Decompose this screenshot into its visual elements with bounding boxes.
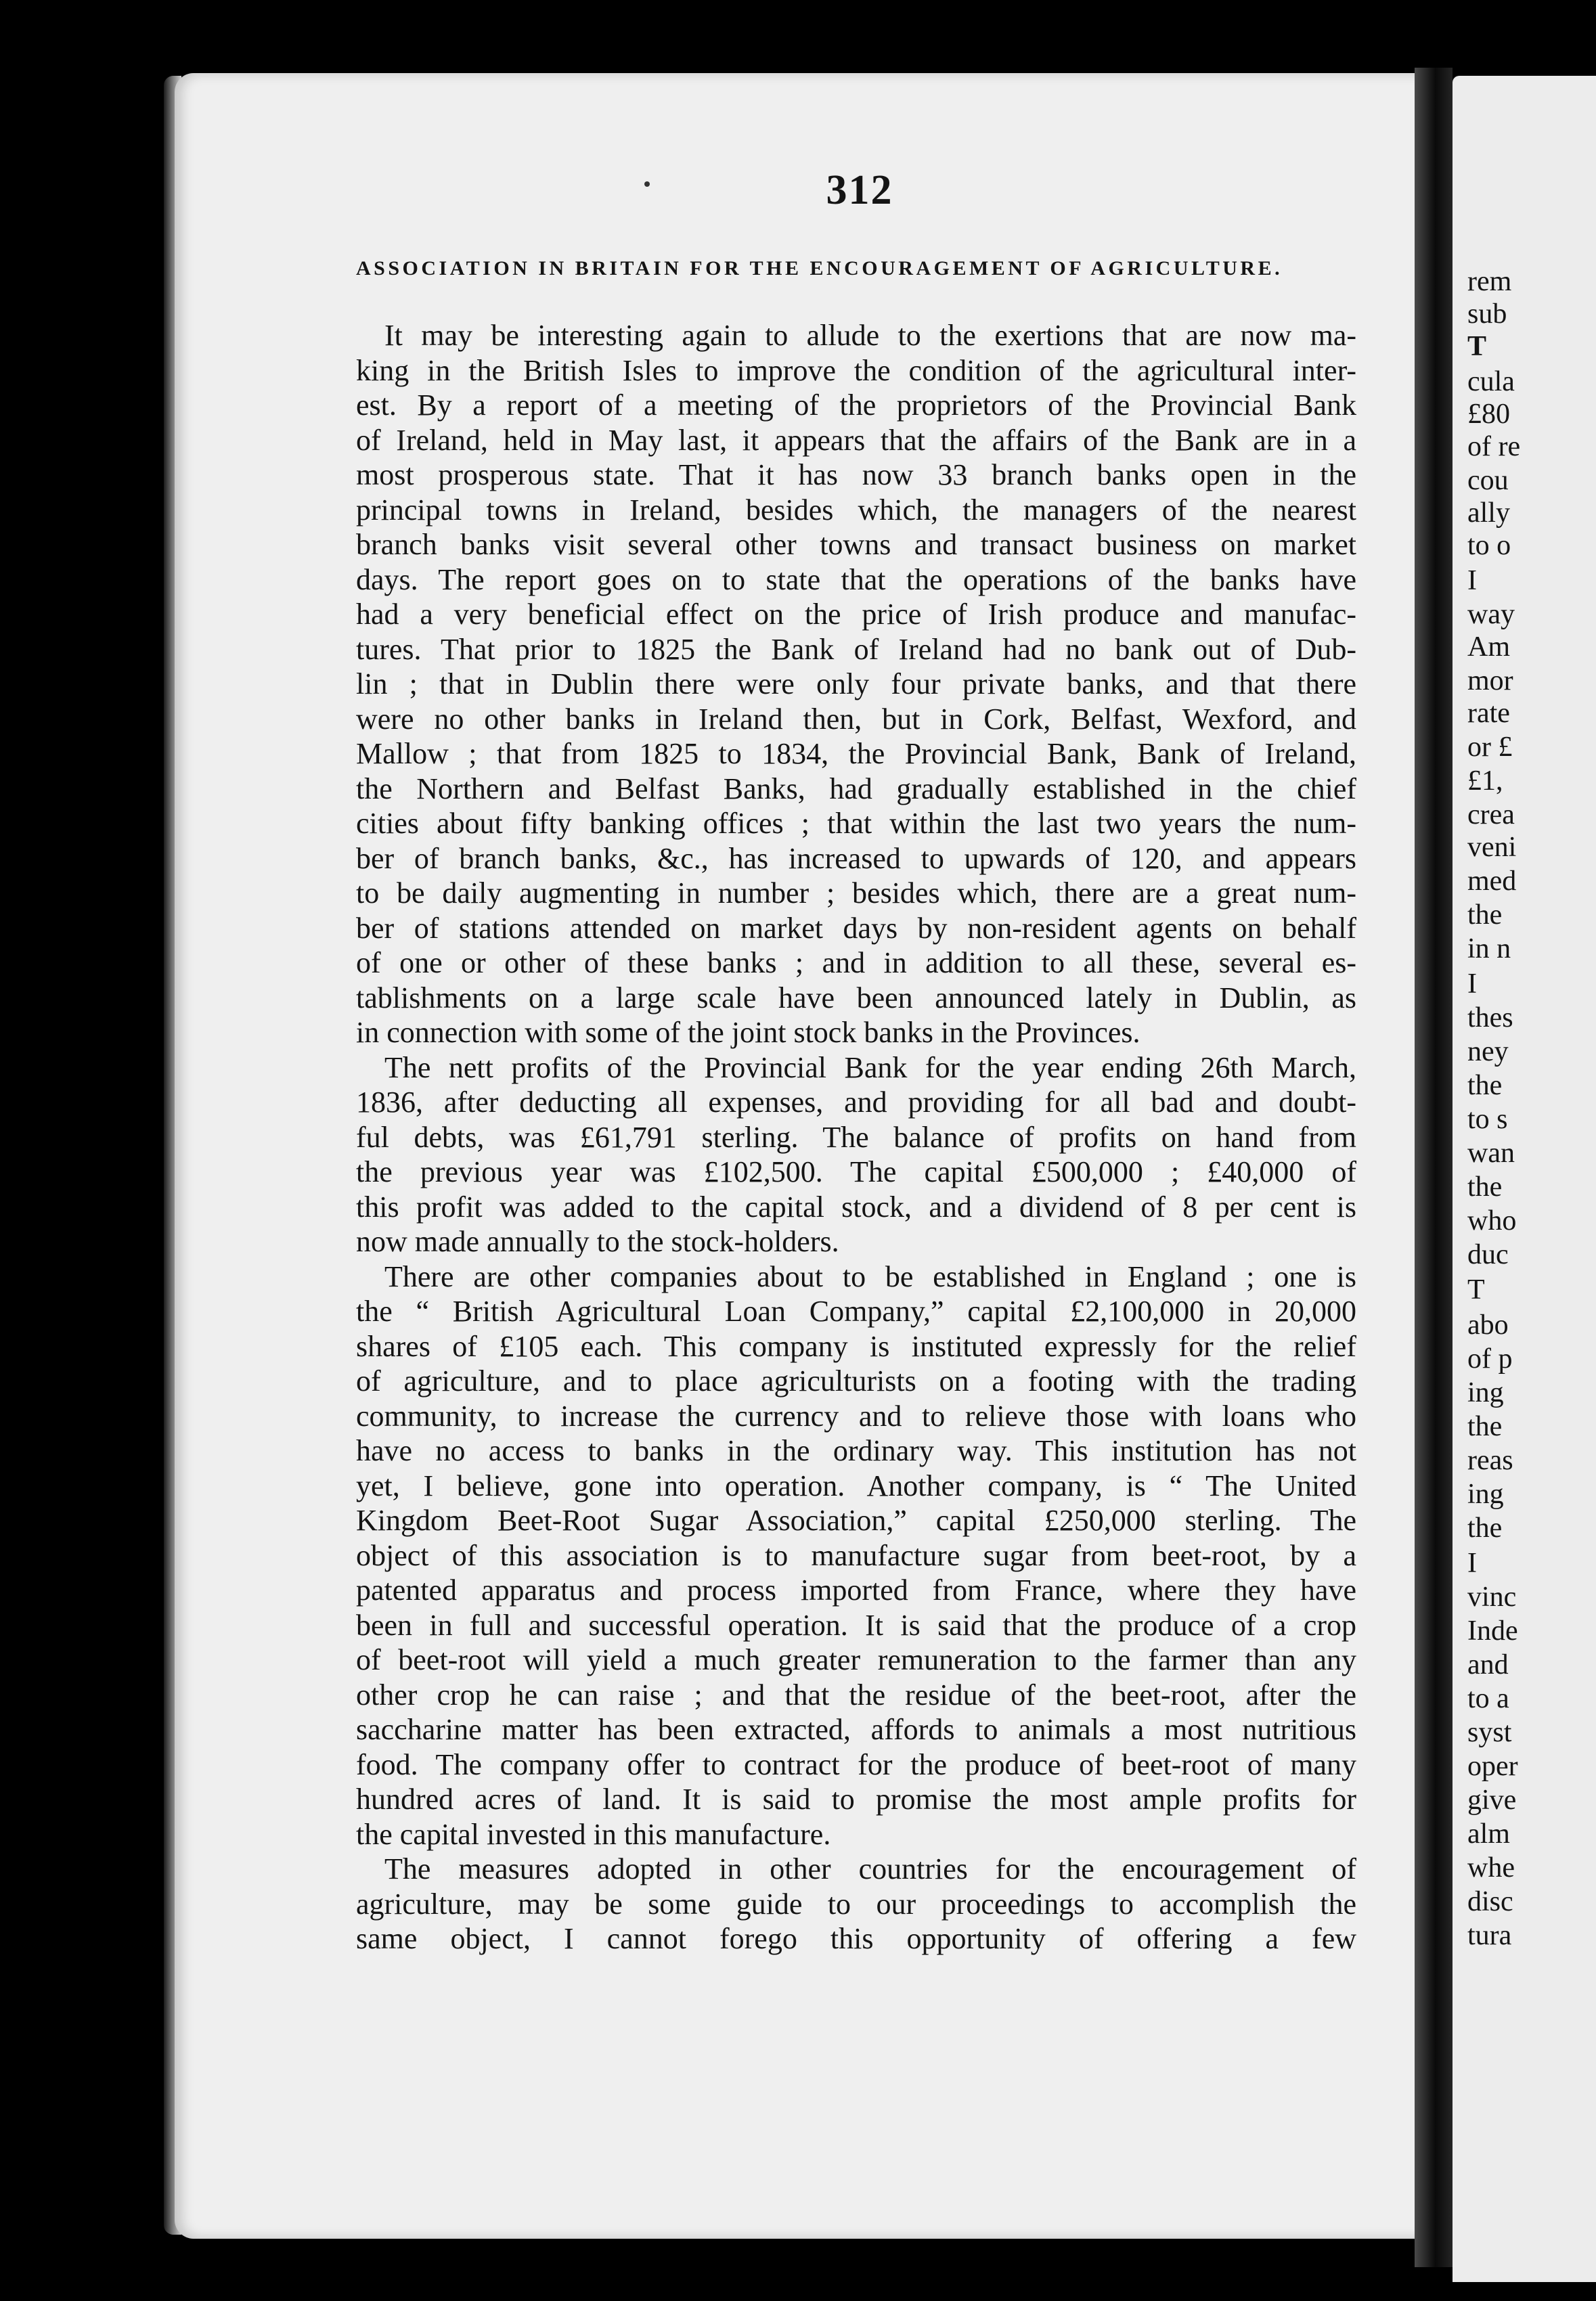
text-line: to be daily augmenting in number ; besides which, there are a great num- <box>356 876 1356 910</box>
next-page-line-fragment: mor <box>1467 665 1513 696</box>
text-line: ber of branch banks, &c., has increased to upwards of 120, and appears <box>356 841 1356 875</box>
next-page-line-fragment: cou <box>1467 465 1509 496</box>
text-line: of one or other of these banks ; and in addition to all these, several es- <box>356 946 1356 979</box>
next-page-line-fragment: or £ <box>1467 732 1513 763</box>
next-page-line-fragment: to s <box>1467 1104 1508 1135</box>
next-page-line-fragment: tura <box>1467 1920 1512 1951</box>
next-page-line-fragment: wan <box>1467 1138 1515 1169</box>
text-line: in connection with some of the joint stock banks in the Provinces. <box>356 1016 1140 1049</box>
text-line: of beet-root will yield a much greater remuneration to the farmer than any <box>356 1643 1356 1676</box>
text-line: now made annually to the stock-holders. <box>356 1225 839 1258</box>
text-line: the “ British Agricultural Loan Company,” capital £2,100,000 in 20,000 <box>356 1295 1356 1328</box>
text-line: patented apparatus and process imported from France, where they have <box>356 1573 1356 1607</box>
next-page-line-fragment: £80 <box>1467 399 1510 430</box>
next-page-line-fragment: ally <box>1467 497 1510 529</box>
next-page-line-fragment: the <box>1467 1070 1503 1101</box>
next-page-line-fragment: the <box>1467 1513 1503 1544</box>
next-page-line-fragment: T <box>1467 331 1487 362</box>
next-page-line-fragment: and <box>1467 1649 1509 1680</box>
text-line: yet, I believe, gone into operation. Another company, is “ The United <box>356 1469 1356 1502</box>
next-page-line-fragment: of p <box>1467 1343 1513 1375</box>
text-line: were no other banks in Ireland then, but in Cork, Belfast, Wexford, and <box>356 702 1356 736</box>
next-page-line-fragment: ing <box>1467 1377 1504 1408</box>
text-line: the Northern and Belfast Banks, had gradually established in the chief <box>356 772 1356 805</box>
text-line: other crop he can raise ; and that the residue of the beet-root, after the <box>356 1678 1356 1712</box>
text-line: have no access to banks in the ordinary way. This institution has not <box>356 1434 1356 1467</box>
ink-speck <box>644 181 650 187</box>
next-page-line-fragment: vinc <box>1467 1582 1517 1613</box>
section-heading: ASSOCIATION IN BRITAIN FOR THE ENCOURAGEMENT OF AGRICULTURE. <box>356 257 1283 280</box>
text-line: agriculture, may be some guide to our proceedings to accomplish the <box>356 1887 1356 1921</box>
next-page-line-fragment: Am <box>1467 631 1510 663</box>
text-line: Mallow ; that from 1825 to 1834, the Provincial Bank, Bank of Ireland, <box>356 737 1356 770</box>
text-line: hundred acres of land. It is said to promise the most ample profits for <box>356 1783 1356 1816</box>
text-line: branch banks visit several other towns and transact business on market <box>356 528 1356 561</box>
next-page-line-fragment: sub <box>1467 298 1507 330</box>
next-page-line-fragment: Inde <box>1467 1615 1518 1647</box>
text-line: same object, I cannot forego this opportunity of offering a few <box>356 1922 1356 1955</box>
text-line: tablishments on a large scale have been announced lately in Dublin, as <box>356 981 1356 1014</box>
next-page-line-fragment: alm <box>1467 1818 1510 1850</box>
book-gutter <box>1415 68 1453 2267</box>
text-line: 1836, after deducting all expenses, and providing for all bad and doubt- <box>356 1086 1356 1119</box>
text-line: of agriculture, and to place agriculturists on a footing with the trading <box>356 1364 1356 1398</box>
next-page-line-fragment: rem <box>1467 266 1512 297</box>
next-page-line-fragment: cula <box>1467 366 1515 397</box>
text-line: tures. That prior to 1825 the Bank of Ireland had no bank out of Dub- <box>356 632 1356 666</box>
text-line: food. The company offer to contract for the produce of beet-root of many <box>356 1747 1356 1781</box>
next-page-line-fragment: give <box>1467 1785 1517 1816</box>
text-line: There are other companies about to be established in England ; one is <box>384 1259 1356 1293</box>
text-line: est. By a report of a meeting of the proprietors of the Provincial Bank <box>356 388 1356 422</box>
next-page-line-fragment: way <box>1467 599 1515 630</box>
text-line: ful debts, was £61,791 sterling. The balance of profits on hand from <box>356 1120 1356 1154</box>
next-page-line-fragment: to o <box>1467 530 1511 561</box>
next-page-line-fragment: T <box>1467 1274 1485 1305</box>
next-page-line-fragment: the <box>1467 899 1503 931</box>
next-page-line-fragment: ing <box>1467 1479 1504 1510</box>
next-page-line-fragment: ney <box>1467 1036 1509 1067</box>
next-page-line-fragment: disc <box>1467 1886 1513 1917</box>
next-page-line-fragment: I <box>1467 1548 1477 1579</box>
text-line: community, to increase the currency and to relieve those with loans who <box>356 1399 1356 1433</box>
next-page-line-fragment: to a <box>1467 1683 1509 1714</box>
text-line: days. The report goes on to state that the operations of the banks have <box>356 562 1356 596</box>
text-line: the previous year was £102,500. The capital £500,000 ; £40,000 of <box>356 1155 1356 1188</box>
text-line: the capital invested in this manufacture. <box>356 1817 831 1851</box>
next-page-line-fragment: duc <box>1467 1239 1509 1270</box>
next-page-line-fragment: reas <box>1467 1445 1513 1476</box>
text-line: lin ; that in Dublin there were only four private banks, and that there <box>356 667 1356 700</box>
next-page-line-fragment: thes <box>1467 1002 1513 1033</box>
next-page-line-fragment: whe <box>1467 1852 1515 1883</box>
next-page-line-fragment: oper <box>1467 1751 1518 1782</box>
next-page-line-fragment: the <box>1467 1171 1503 1203</box>
next-page-line-fragment: abo <box>1467 1310 1509 1341</box>
next-page-line-fragment: who <box>1467 1205 1517 1236</box>
next-page-line-fragment: in n <box>1467 933 1511 964</box>
next-page-line-fragment: the <box>1467 1411 1503 1442</box>
text-line: The nett profits of the Provincial Bank for the year ending 26th March, <box>384 1050 1356 1084</box>
next-page-line-fragment: crea <box>1467 799 1515 830</box>
next-page-line-fragment: med <box>1467 866 1517 897</box>
text-line: been in full and successful operation. It is said that the produce of a crop <box>356 1608 1356 1642</box>
next-page-line-fragment: veni <box>1467 832 1517 863</box>
text-line: had a very beneficial effect on the price of Irish produce and manufac- <box>356 598 1356 631</box>
text-line: Kingdom Beet-Root Sugar Association,” capital £250,000 sterling. The <box>356 1504 1356 1537</box>
next-page-line-fragment: I <box>1467 968 1477 1000</box>
text-line: this profit was added to the capital stock, and a dividend of 8 per cent is <box>356 1190 1356 1224</box>
text-line: principal towns in Ireland, besides which, the managers of the nearest <box>356 493 1356 527</box>
text-line: cities about fifty banking offices ; that within the last two years the num- <box>356 807 1356 840</box>
text-line: It may be interesting again to allude to the exertions that are now ma- <box>384 319 1356 352</box>
next-page-line-fragment: rate <box>1467 698 1510 729</box>
next-page-line-fragment: of re <box>1467 431 1521 462</box>
text-line: king in the British Isles to improve the condition of the agricultural inter- <box>356 353 1356 387</box>
text-line: shares of £105 each. This company is instituted expressly for the relief <box>356 1329 1356 1363</box>
next-page-line-fragment: £1, <box>1467 765 1503 797</box>
next-page-line-fragment: syst <box>1467 1717 1512 1748</box>
text-line: of Ireland, held in May last, it appears that the affairs of the Bank are in a <box>356 423 1356 457</box>
text-line: object of this association is to manufacture sugar from beet-root, by a <box>356 1538 1356 1572</box>
right-page-fragment <box>1453 76 1596 2282</box>
text-line: The measures adopted in other countries for the encouragement of <box>384 1852 1356 1885</box>
text-line: most prosperous state. That it has now 33 branch banks open in the <box>356 458 1356 491</box>
next-page-line-fragment: I <box>1467 565 1477 596</box>
text-line: ber of stations attended on market days by non-resident agents on behalf <box>356 911 1356 945</box>
text-line: saccharine matter has been extracted, affords to animals a most nutritious <box>356 1713 1356 1746</box>
body-text <box>356 318 1356 1957</box>
page-number: 312 <box>826 167 893 213</box>
